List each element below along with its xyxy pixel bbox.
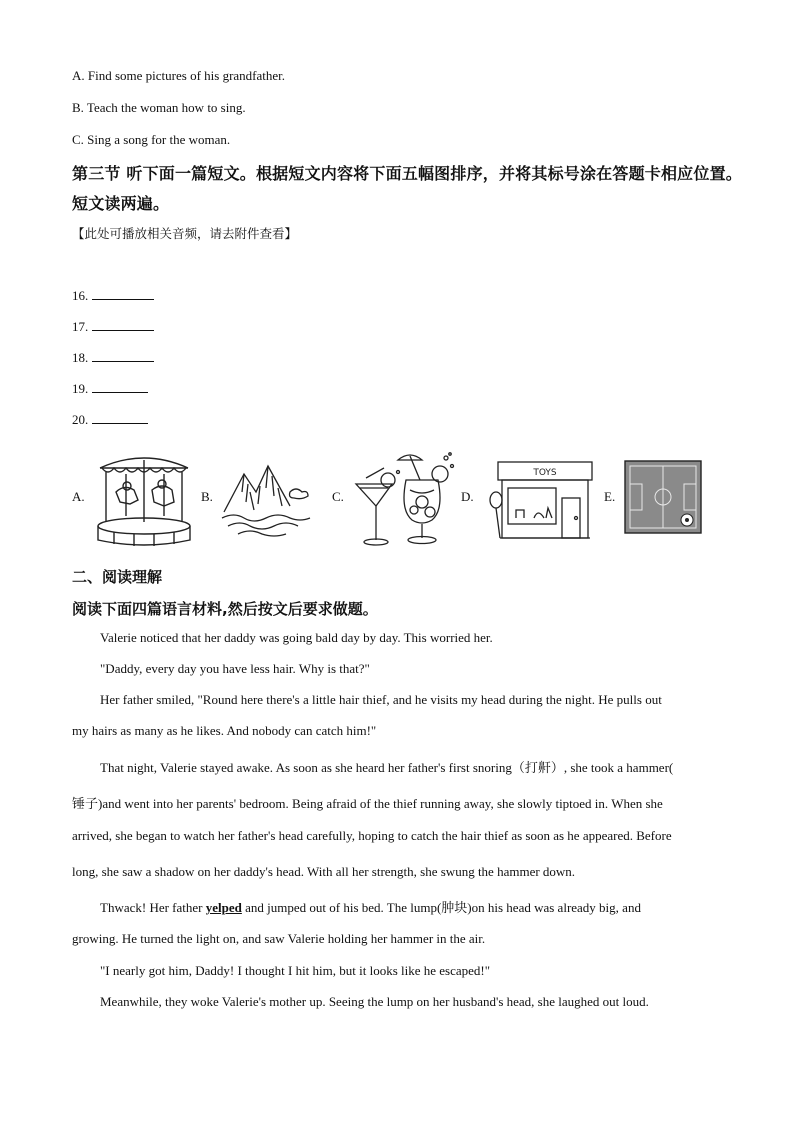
picture-label-e: E.	[604, 489, 616, 504]
reading-instruction: 阅读下面四篇语言材料,然后按文后要求做题。	[72, 600, 378, 618]
option-a: A. Find some pictures of his grandfather.	[72, 68, 286, 83]
blank-line	[92, 422, 148, 424]
reading-heading: 二、阅读理解	[72, 568, 163, 586]
blank-line	[92, 360, 154, 362]
answer-blank-19[interactable]	[72, 381, 148, 397]
paragraph-3-line1: Her father smiled, "Round here there's a little hair thief, and he visits my head during the night. He pulls out	[100, 692, 662, 707]
audio-note: 【此处可播放相关音频，请去附件查看】	[72, 226, 298, 241]
paragraph-2: "Daddy, every day you have less hair. Why is that?"	[100, 661, 370, 676]
toy-shop-picture	[486, 458, 598, 542]
paragraph-4-line3: arrived, she began to watch her father's head carefully, hoping to catch the hair thief as soon as he appeared. Before	[72, 828, 672, 843]
paragraph-6: "I nearly got him, Daddy! I thought I hit him, but it looks like he escaped!"	[100, 963, 491, 978]
toy-sign-text: TOYS	[533, 468, 557, 478]
picture-label-d: D.	[461, 489, 474, 504]
paragraph-5-pre: Thwack! Her father	[100, 900, 206, 915]
paragraph-5-line1	[100, 900, 641, 916]
answer-blank-20[interactable]	[72, 412, 148, 428]
paragraph-4-line4: long, she saw a shadow on her daddy's head. With all her strength, she swung the hammer down.	[72, 864, 576, 879]
cocktails-picture	[350, 450, 462, 548]
paragraph-1: Valerie noticed that her daddy was going bald day by day. This worried her.	[100, 630, 493, 645]
answer-blank-17[interactable]	[72, 319, 154, 335]
picture-label-c: C.	[332, 489, 344, 504]
blank-line	[92, 298, 154, 300]
blank-number: 16.	[72, 288, 89, 303]
football-field-picture	[624, 460, 702, 534]
paragraph-4-line2: 锤子)and went into her parents' bedroom. Being afraid of the thief running away, she slowly tiptoed in. When she	[72, 796, 663, 811]
section3-title-line2: 短文读两遍。	[72, 194, 170, 213]
picture-label-b: B.	[201, 489, 213, 504]
blank-line	[92, 329, 154, 331]
blank-number: 18.	[72, 350, 89, 365]
paragraph-4-line1: That night, Valerie stayed awake. As soon as she heard her father's first snoring（打鼾）, she took a hammer(	[100, 760, 674, 775]
paragraph-5-post: and jumped out of his bed. The lump(肿块)on his head was already big, and	[241, 900, 641, 915]
paragraph-7: Meanwhile, they woke Valerie's mother up. Seeing the lump on her husband's head, she laughed out loud.	[100, 994, 649, 1009]
answer-blank-16[interactable]	[72, 288, 154, 304]
mountain-picture	[220, 462, 312, 538]
section3-title-line1: 第三节 听下面一篇短文。根据短文内容将下面五幅图排序，并将其标号涂在答题卡相应位置。	[72, 164, 742, 183]
highlighted-word-yelped: yelped	[205, 900, 242, 915]
blank-line	[92, 391, 148, 393]
blank-number: 19.	[72, 381, 89, 396]
option-b: B. Teach the woman how to sing.	[72, 100, 246, 115]
answer-blank-18[interactable]	[72, 350, 154, 366]
option-c: C. Sing a song for the woman.	[72, 132, 231, 147]
paragraph-5-line2: growing. He turned the light on, and saw Valerie holding her hammer in the air.	[72, 931, 486, 946]
paragraph-3-line2: my hairs as many as he likes. And nobody can catch him!"	[72, 723, 377, 738]
blank-number: 17.	[72, 319, 89, 334]
picture-label-a: A.	[72, 489, 85, 504]
blank-number: 20.	[72, 412, 89, 427]
carousel-picture	[94, 452, 194, 546]
